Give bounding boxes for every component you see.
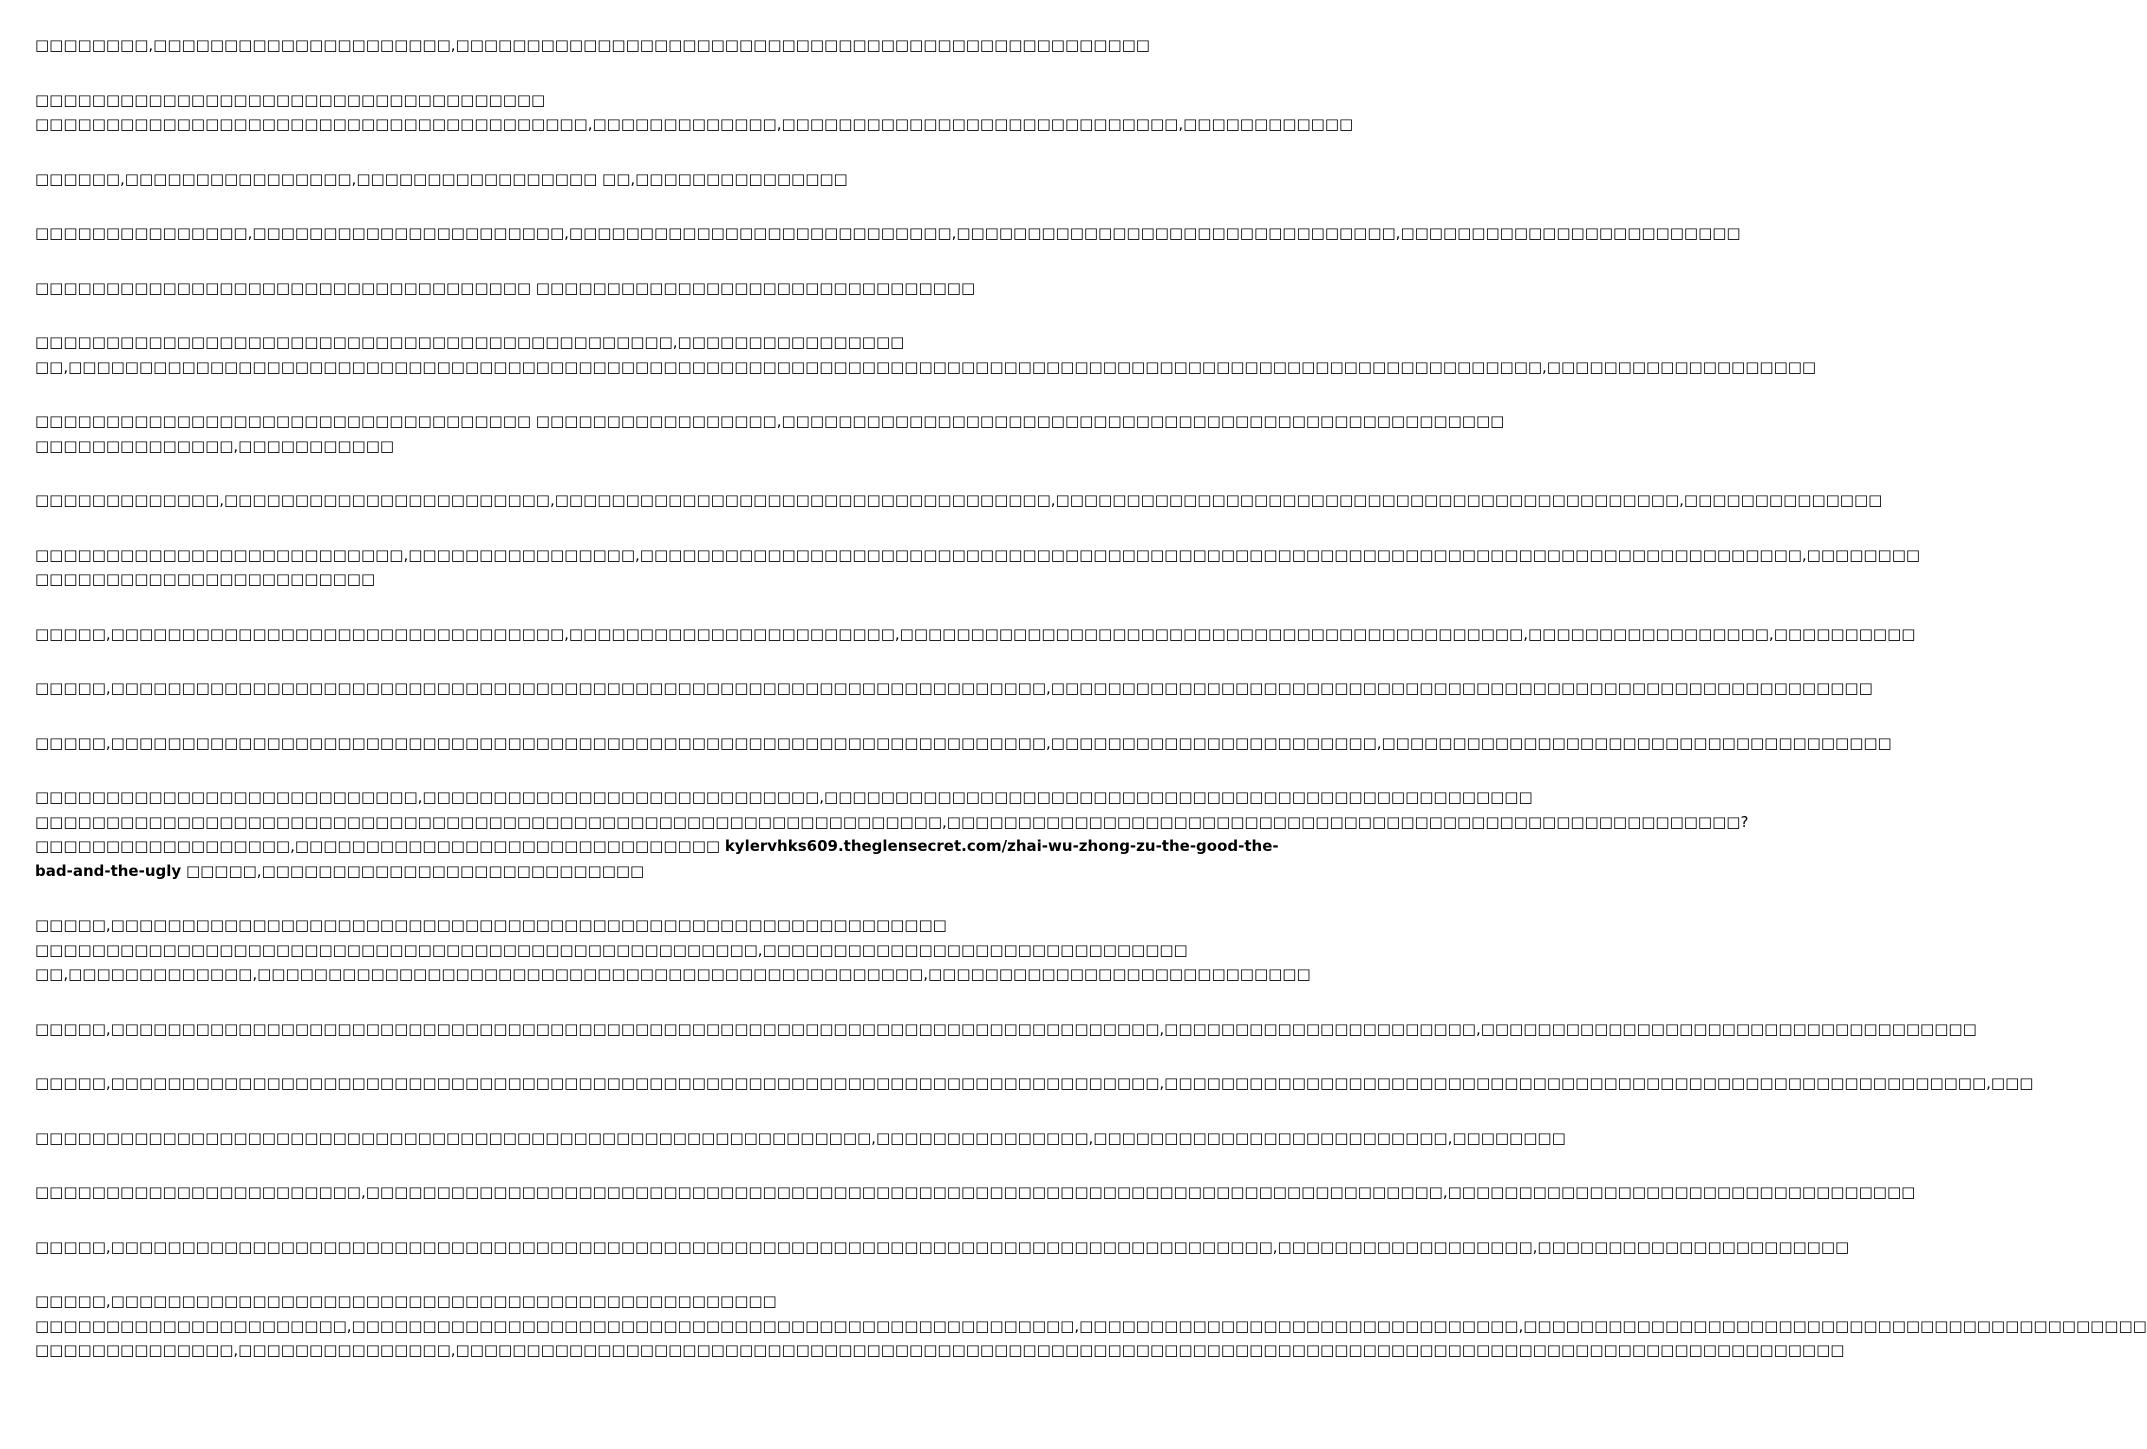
- text-line: □□□□□□□□□□□□□□□□□□□□□□,□□□□□□□□□□□□□□□□□□□□□□□□□□□□□□□□□□□□□□□□□□□□□□□□□□□,□□□□□□□□□□□□□□□□□□□□□□□□□□□□□□□,□□□□□□□□□□□□□□□□□□□□□□□□□□□□□□□□□□□□□□□□□□□□: [35, 1316, 2147, 1335]
- paragraph-13: [35, 785, 1749, 883]
- paragraph-10: [35, 622, 1916, 647]
- text-line: □□□□□□□□□□□□□□□□□□□□□□□□□□□,□□□□□□□□□□□□□□□□□□□□□□□□□□□□,□□□□□□□□□□□□□□□□□□□□□□□□□□□□□□□□□□□□□□□□□□□□□□□□□□: [35, 788, 1533, 806]
- text-line: [35, 834, 1279, 859]
- paragraph-19: [35, 1235, 1850, 1260]
- paragraph-6: [35, 330, 1817, 379]
- text-line: □□□□□□,□□□□□□□□□□□□□□□□,□□□□□□□□□□□□□□□□□ □□,□□□□□□□□□□□□□□□: [35, 169, 848, 188]
- paragraph-1: [35, 33, 1150, 58]
- text-line: □□□□□□□□□□□□□□□□□□□□□□□□□□□□□□□□□□□□□□□□□□□□□□□□□□□□□□□□□□□□□□□□,□□□□□□□□□□□□□□□□□□□□□□□□□□□□□□□□□□□□□□□□□□□□□□□□□□□□□□□□?: [35, 812, 1749, 831]
- text-line: □□□□□,□□□□□□□□□□□□□□□□□□□□□□□□□□□□□□□□□□□□□□□□□□□□□□□□□□□□□□□□□□□□□□□□□□,□□□□□□□□□□□□□□□□□□□□□□□,□□□□□□□□□□□□□□□□□□□□□□□□□□□□□□□□□□□□: [35, 733, 1892, 752]
- paragraph-4: [35, 221, 1741, 246]
- paragraph-9: [35, 543, 1921, 592]
- text-line: □□□□□□□□□□□□□□□□□□□□□□□□□□□□□□□□□□□□□□□,□□□□□□□□□□□□□,□□□□□□□□□□□□□□□□□□□□□□□□□□□□,□□□□□□□□□□□□: [35, 115, 1354, 133]
- paragraph-8: [35, 488, 1883, 513]
- text-line: □□□□□□□□□□□□□□□□□□□□□□□□□□□□□□□□□□□ □□□□□□□□□□□□□□□□□,□□□□□□□□□□□□□□□□□□□□□□□□□□□□□□□□□□□□□□□□□□□□□□□□□□□: [35, 412, 1505, 430]
- paragraph-16: [35, 1071, 2034, 1096]
- text-line: □□□□□,□□□□□□□□□□□□□□□□□□□□□□□□□□□□□□□□□□□□□□□□□□□□□□□□□□□□□□□□□□□□□□□□□□,□□□□□□□□□□□□□□□□□□□□□□□□□□□□□□□□□□□□□□□□□□□□□□□□□□□□□□□□□□: [35, 679, 1873, 697]
- paragraph-14: [35, 913, 1311, 987]
- text-line: □□□□□□□□,□□□□□□□□□□□□□□□□□□□□□,□□□□□□□□□□□□□□□□□□□□□□□□□□□□□□□□□□□□□□□□□□□□□□□□□: [35, 36, 1150, 54]
- text-line: □□□□□□□□□□□□□□,□□□□□□□□□□□: [35, 436, 395, 455]
- text-segment: □□□□□,□□□□□□□□□□□□□□□□□□□□□□□□□□□: [181, 861, 645, 880]
- text-line: □□□□□□□□□□□□□□□□□□□□□□□□□□□□□□□□□□□□□□□□□□□□□□□□□□□□□□□□□□□,□□□□□□□□□□□□□□□,□□□□□□□□□□□□□□□□□□□□□□□□□,□□□□□□□□: [35, 1128, 1566, 1147]
- text-line: □□□□□□□□□□□□□□,□□□□□□□□□□□□□□□,□□□□□□□□□□□□□□□□□□□□□□□□□□□□□□□□□□□□□□□□□□□□□□□□□□□□□□□□□□□□□□□□□□□□□□□□□□□□□□□□□□□□□□□□□□□□□□□□□□: [35, 1341, 1845, 1359]
- text-line: □□□□□,□□□□□□□□□□□□□□□□□□□□□□□□□□□□□□□□□□□□□□□□□□□□□□□□□□□□□□□□□□□□□□□□□□□□□□□□□□,□□□□□□□□□□□□□□□□□□□□□□□□□□□□□□□□□□□□□□□□□□□□□□□□□□□□□□□□□□,□□□: [35, 1074, 2034, 1092]
- text-line: [35, 859, 990, 884]
- text-line: □□□□□,□□□□□□□□□□□□□□□□□□□□□□□□□□□□□□□□□□□□□□□□□□□□□□□: [35, 1292, 777, 1310]
- paragraph-18: [35, 1180, 1916, 1205]
- text-line: □□□□□,□□□□□□□□□□□□□□□□□□□□□□□□□□□□□□□□□□□□□□□□□□□□□□□□□□□□□□□□□□□□□□□□□□□□□□□□□□,□□□□□□□□□□□□□□□□□□□□□□,□□□□□□□□□□□□□□□□□□□□□□□□□□□□□□□□□□□: [35, 1019, 1977, 1038]
- text-line: □□□□□□□□□□□□□□□□□□□□□□□□: [35, 570, 376, 588]
- text-line: □□,□□□□□□□□□□□□□,□□□□□□□□□□□□□□□□□□□□□□□□□□□□□□□□□□□□□□□□□□□□□□□,□□□□□□□□□□□□□□□□□□□□□□□□□□□: [35, 965, 1311, 983]
- text-line: □□□□□□□□□□□□□□□□□□□□□□□□□□,□□□□□□□□□□□□□□□□,□□□□□□□□□□□□□□□□□□□□□□□□□□□□□□□□□□□□□□□□□□□□□□□□□□□□□□□□□□□□□□□□□□□□□□□□□□□□□□□□□□,□□□□□□□□: [35, 545, 1921, 564]
- paragraph-17: [35, 1126, 1566, 1151]
- paragraph-12: [35, 731, 1892, 756]
- text-line: □□□□□□□□□□□□□□□□□□□□□□□□□□□□□□□□□□□ □□□□□□□□□□□□□□□□□□□□□□□□□□□□□□□: [35, 278, 976, 297]
- text-line: □□□□□,□□□□□□□□□□□□□□□□□□□□□□□□□□□□□□□□□□□□□□□□□□□□□□□□□□□□□□□□□□□□□□□□□□□□□□□□□□□□□□□□□□,□□□□□□□□□□□□□□□□□□,□□□□□□□□□□□□□□□□□□□□□□: [35, 1237, 1850, 1256]
- paragraph-5: [35, 276, 990, 301]
- text-line: □□□□□□□□□□□□□□□,□□□□□□□□□□□□□□□□□□□□□□,□□□□□□□□□□□□□□□□□□□□□□□□□□□,□□□□□□□□□□□□□□□□□□□□□□□□□□□□□□□,□□□□□□□□□□□□□□□□□□□□□□□□: [35, 224, 1741, 242]
- link-text[interactable]: kylervhks609.theglensecret.com/zhai-wu-zhong-zu-the-good-the-: [724, 837, 1279, 855]
- paragraph-7: [35, 409, 1505, 458]
- text-segment: □□□□□□□□□□□□□□□□□□,□□□□□□□□□□□□□□□□□□□□□□□□□□□□□□: [35, 837, 725, 855]
- text-line: □□□□□□□□□□□□□□□□□□□□□□□,□□□□□□□□□□□□□□□□□□□□□□□□□□□□□□□□□□□□□□□□□□□□□□□□□□□□□□□□□□□□□□□□□□□□□□□□□□□□,□□□□□□□□□□□□□□□□□□□□□□□□□□□□□□□□□: [35, 1183, 1916, 1201]
- text-line: □□□□□□□□□□□□□□□□□□□□□□□□□□□□□□□□□□□□□□□□□□□□□,□□□□□□□□□□□□□□□□: [35, 333, 905, 351]
- text-line: □□□□□□□□□□□□□□□□□□□□□□□□□□□□□□□□□□□□□□□□□□□□□□□□□□□,□□□□□□□□□□□□□□□□□□□□□□□□□□□□□□: [35, 940, 1188, 959]
- text-line: □□□□□□□□□□□□□,□□□□□□□□□□□□□□□□□□□□□□□,□□□□□□□□□□□□□□□□□□□□□□□□□□□□□□□□□□□,□□□□□□□□□□□□□□□□□□□□□□□□□□□□□□□□□□□□□□□□□□□□,□□□□□□□□□□□□□□: [35, 491, 1883, 509]
- text-line: □□□□□,□□□□□□□□□□□□□□□□□□□□□□□□□□□□□□□□,□□□□□□□□□□□□□□□□□□□□□□□,□□□□□□□□□□□□□□□□□□□□□□□□□□□□□□□□□□□□□□□□□□□□,□□□□□□□□□□□□□□□□□,□□□□□□□□□□: [35, 624, 1916, 643]
- paragraph-20: [35, 1289, 2147, 1363]
- link-text[interactable]: bad-and-the-ugly: [35, 861, 182, 880]
- text-line: □□□□□□□□□□□□□□□□□□□□□□□□□□□□□□□□□□□□: [35, 90, 546, 109]
- paragraph-11: [35, 676, 1873, 701]
- paragraph-15: [35, 1017, 1977, 1042]
- text-line: □□,□□□□□□□□□□□□□□□□□□□□□□□□□□□□□□□□□□□□□□□□□□□□□□□□□□□□□□□□□□□□□□□□□□□□□□□□□□□□□□□□□□□□□□□□□□□□□□□□□□□□□□□□,□□□□□□□□□□□□□□□□□□□: [35, 357, 1817, 376]
- paragraph-2: [35, 88, 1354, 137]
- paragraph-3: [35, 167, 990, 192]
- text-line: □□□□□,□□□□□□□□□□□□□□□□□□□□□□□□□□□□□□□□□□□□□□□□□□□□□□□□□□□□□□□□□□□: [35, 916, 947, 934]
